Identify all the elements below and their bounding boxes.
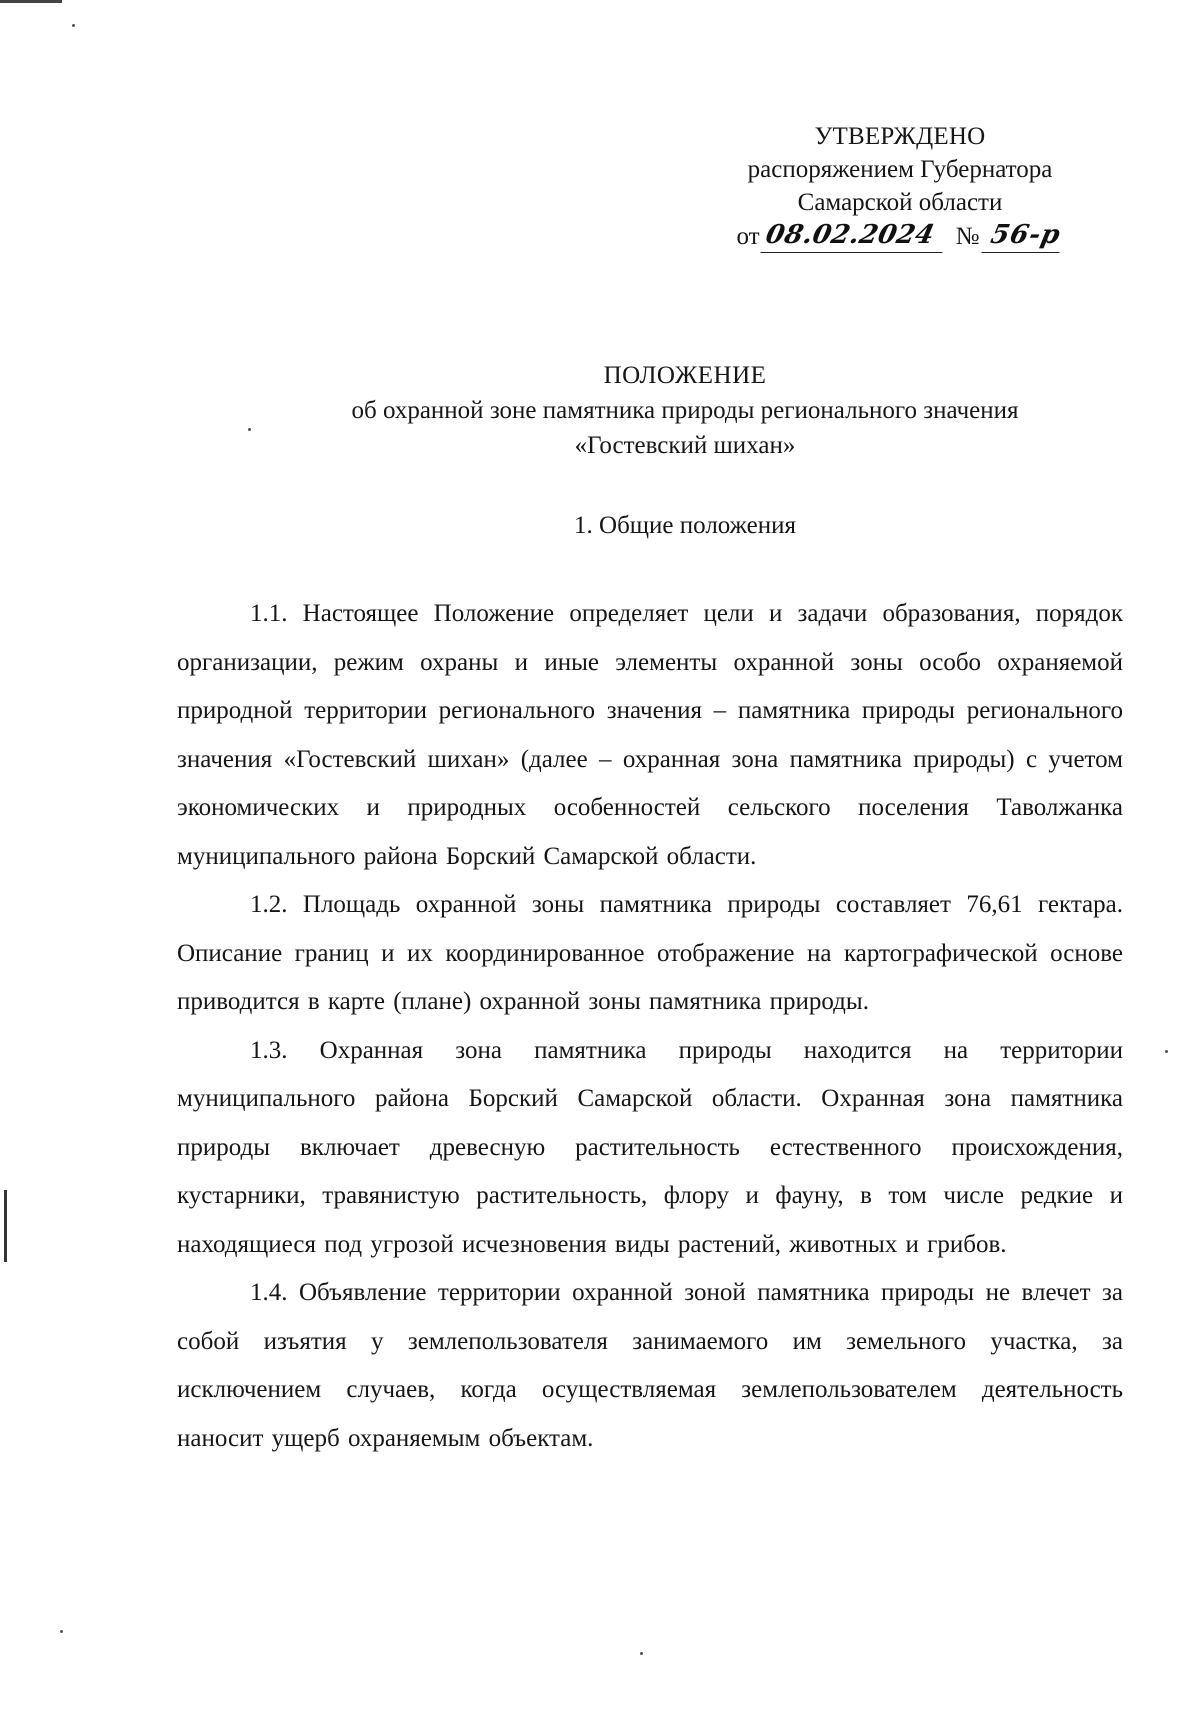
scan-speck: [1165, 1050, 1168, 1053]
approval-authority: распоряжением Губернатора: [747, 156, 1053, 183]
document-subject-line-2: «Гостевский шихан»: [574, 432, 796, 459]
scan-edge-mark: [0, 0, 62, 3]
approval-block: [700, 120, 1100, 253]
scan-edge-mark: [4, 1190, 7, 1262]
paragraph-1-3: 1.3. Охранная зона памятника природы находится на территории муниципального района Борский Самарской области. Охранная зона памятника природы включает древесную растительность естественного происхождения, кустарники, травянистую растительность, флору и фауну, в том числе редкие и находящиеся под угрозой исчезновения виды растений, животных и грибов.: [177, 1036, 1123, 1258]
paragraph-1-1: 1.1. Настоящее Положение определяет цели и задачи образования, порядок организации, режим охраны и иные элементы охранной зоны особо охраняемой природной территории регионального значения – памятника природы регионального значения «Гостевский шихан» (далее – охранная зона памятника природы) с учетом экономических и природных особенностей сельского поселения Таволжанка муниципального района Борский Самарской области.: [177, 600, 1123, 870]
handwritten-number: 56-р: [982, 219, 1067, 253]
document-body: [177, 590, 1123, 1463]
scan-speck: [60, 1630, 63, 1633]
document-title-block: [170, 358, 1200, 463]
paragraph-1-4: 1.4. Объявление территории охранной зоной памятника природы не влечет за собой изъятия у землепользователя занимаемого им земельного участка, за исключением случаев, когда осуществляемая землепользователем деятельность наносит ущерб охраняемым объектам.: [177, 1279, 1123, 1452]
approval-title: УТВЕРЖДЕНО: [814, 123, 986, 150]
paragraph-1-2: 1.2. Площадь охранной зоны памятника природы составляет 76,61 гектара. Описание границ и их координированное отображение на картографической основе приводится в карте (плане) охранной зоны памятника природы.: [177, 891, 1123, 1015]
date-prefix: от: [736, 223, 760, 250]
document-kind: ПОЛОЖЕНИЕ: [603, 362, 767, 389]
approval-region: Самарской области: [797, 189, 1003, 216]
scan-speck: [640, 1652, 643, 1655]
section-heading: 1. Общие положения: [574, 512, 796, 539]
document-subject-line-1: об охранной зоне памятника природы регионального значения: [351, 397, 1019, 424]
approval-date-number-row: [700, 219, 1100, 253]
number-sign: №: [955, 223, 980, 250]
handwritten-date: 08.02.2024: [760, 219, 949, 253]
scan-speck: [72, 24, 75, 27]
